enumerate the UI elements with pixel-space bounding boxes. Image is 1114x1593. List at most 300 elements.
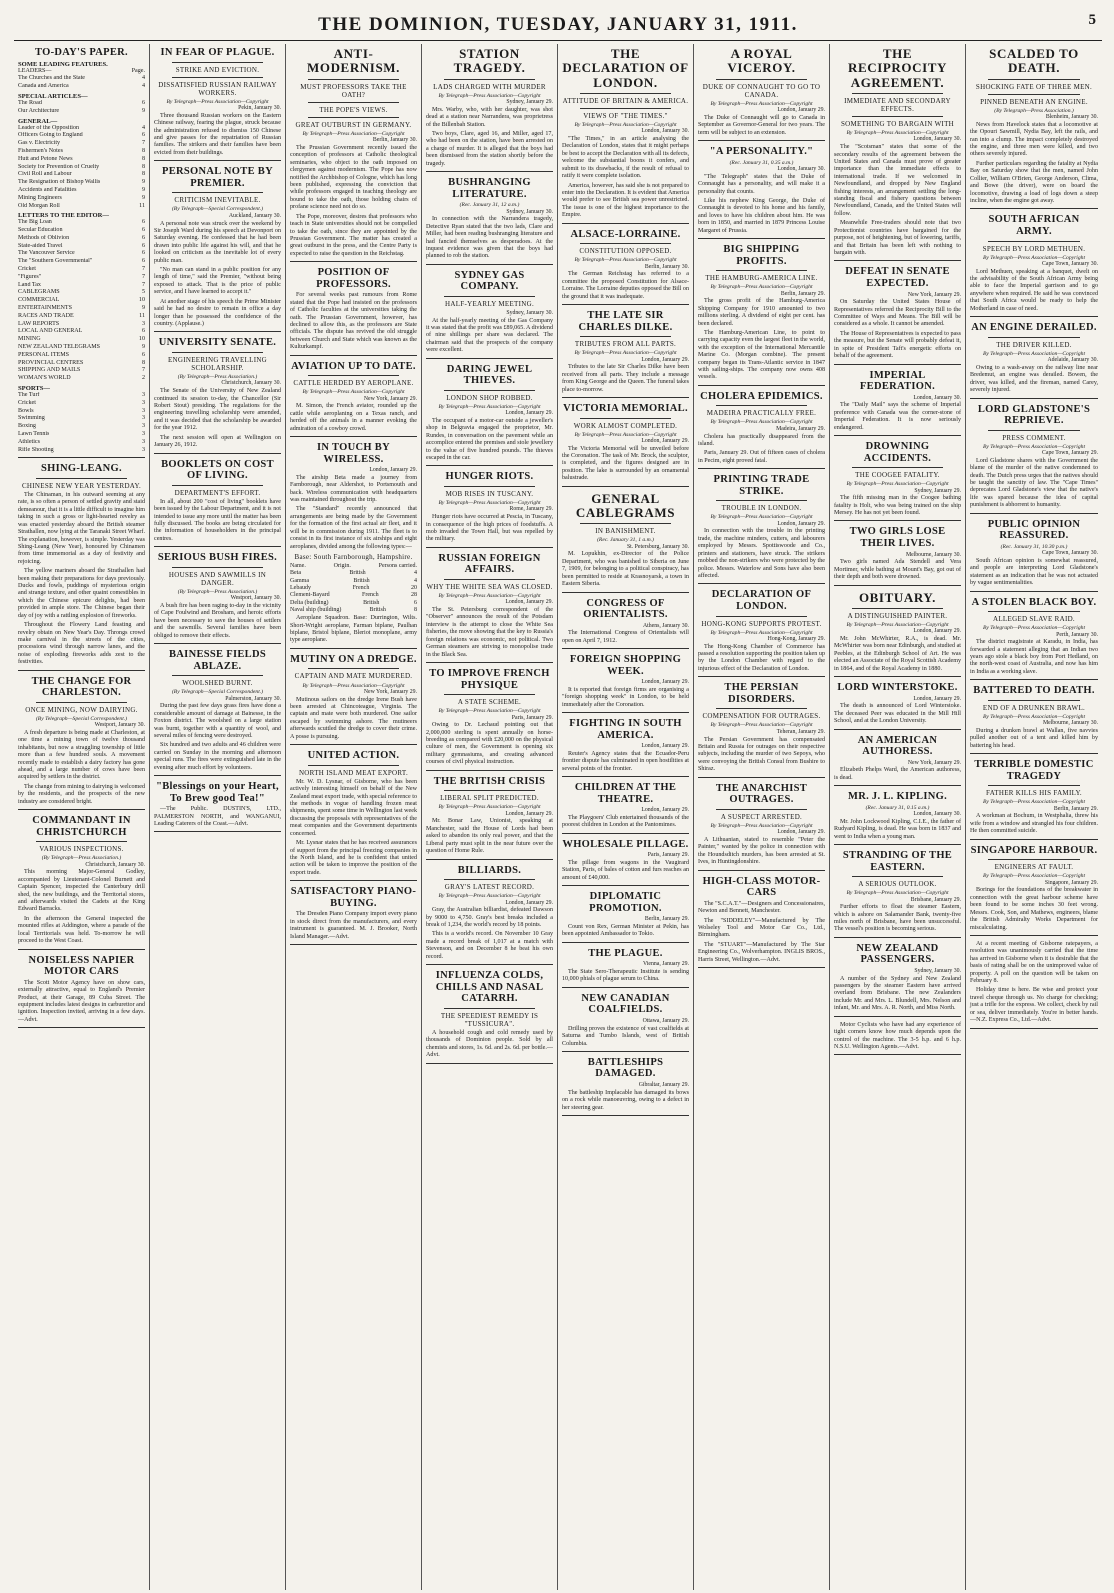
article-paragraph: Six hundred and two adults and 46 children were carried on Sunday in the morning and afternoon special runs. The fires were extinguished late in the evening after much effort by volunteers. <box>154 742 281 771</box>
column-4 <box>422 44 558 1590</box>
toc-title: Hutt and Petone News <box>18 155 73 162</box>
toc-page: 3 <box>141 438 145 445</box>
article-paragraph: At another stage of his speech the Prime Minister said he had no desire to remain in office a day longer than he possessed the confidence of the country. (Applause.) <box>154 298 281 327</box>
article-headline: FOREIGN SHOPPING WEEK. <box>569 654 682 677</box>
toc-row <box>18 274 145 282</box>
article-dateline: Rome, January 29. <box>509 506 553 513</box>
article <box>562 718 689 777</box>
article-credit: (By Telegraph—Special Correspondent.) <box>171 689 264 696</box>
rule-divider <box>716 500 807 501</box>
section-divider <box>698 583 825 584</box>
article-subhead: WHY THE WHITE SEA WAS CLOSED. <box>426 582 553 591</box>
article-headline: BATTLESHIPS DAMAGED. <box>587 1056 664 1080</box>
table-cell: French <box>361 592 379 599</box>
article <box>154 781 281 832</box>
article-subhead: HALF-YEARLY MEETING. <box>444 299 535 308</box>
article <box>290 654 417 745</box>
article-paragraph: The Duke of Connaught will go to Canada in September as Governor-General for two years. The term will be subject to an extension. <box>698 114 825 136</box>
article <box>698 391 825 469</box>
toc-row <box>18 164 145 172</box>
article-headline: MUTINY ON A DREDGE. <box>290 653 417 665</box>
table-row <box>290 607 417 614</box>
article-paragraph: The death is announced of Lord Winterstoke. The deceased Peer was educated in the Mill Hill School, and at the London University. <box>834 703 961 725</box>
article-dateline: Sydney, January 29. <box>506 99 553 106</box>
table-row <box>290 578 417 585</box>
rule-divider <box>580 523 671 524</box>
article-subhead: PRESS COMMENT. <box>1002 433 1066 442</box>
toc-page: 10 <box>138 336 145 343</box>
article-subhead: CHINESE NEW YEAR YESTERDAY. <box>21 481 142 490</box>
article-paragraph: Count von Rex, German Minister at Pekin, has been appointed Ambassador to Tokio. <box>562 924 689 938</box>
section-divider <box>18 809 145 810</box>
rule-divider <box>852 116 943 117</box>
article-dateline: London, January 29. <box>641 743 689 750</box>
toc-page: 3 <box>141 415 145 422</box>
rule-divider <box>444 879 535 880</box>
toc-row <box>18 156 145 164</box>
article-paragraph: America, however, has said she is not prepared to enter into the Declaration. It is evident that America would prefer to see British sea power unrestricted. The issue is one of the highest importance to the Empire. <box>562 182 689 219</box>
article-dateline: Cape Town, January 29. <box>1042 450 1098 457</box>
rule-divider <box>444 390 535 391</box>
article-dateline: Auckland, January 30. <box>228 212 281 219</box>
section-divider <box>562 223 689 224</box>
article-headline: SINGAPORE HARBOUR. <box>970 844 1098 856</box>
article-headline: IN FEAR OF PLAGUE. <box>160 47 275 58</box>
article <box>698 589 825 677</box>
toc-title: LAW REPORTS <box>18 320 60 327</box>
toc-title: The "Southern Governmental" <box>18 258 93 265</box>
toc-heading: GENERAL— <box>18 117 58 125</box>
toc-row <box>18 258 145 266</box>
section-divider <box>698 468 825 469</box>
article-paragraph: Reuter's Agency states that the Ecuador-Peru frontier dispute has culminated in open hostilities at several points of the frontier. <box>562 750 689 772</box>
article-credit: By Telegraph—Press Association—Copyright <box>846 890 949 897</box>
rule-divider <box>172 77 263 78</box>
article-credit: By Telegraph—Press Association—Copyright <box>438 708 541 715</box>
article-headline: HUNGER RIOTS. <box>445 471 534 483</box>
section-divider <box>562 776 689 777</box>
toc-row <box>18 68 145 76</box>
article-dateline: New York, January 29. <box>363 395 417 402</box>
toc-page: 4 <box>141 124 145 131</box>
rule-divider <box>308 117 399 118</box>
section-divider <box>698 870 825 871</box>
article-subhead: IMMEDIATE AND SECONDARY EFFECTS. <box>844 96 951 113</box>
toc-row <box>18 266 145 274</box>
article-headline: TO IMPROVE FRENCH PHYSIQUE <box>429 667 550 691</box>
article <box>562 993 689 1052</box>
article-subhead: A DISTINGUISHED PAINTER. <box>847 611 948 620</box>
toc-row <box>18 392 145 400</box>
article-credit: By Telegraph—Press Association—Copyright <box>438 804 541 811</box>
section-divider <box>834 364 961 365</box>
article-dateline: Singapore, January 29. <box>1044 879 1098 886</box>
article-dateline: Sydney, January 30. <box>914 967 961 974</box>
section-divider <box>18 1027 145 1028</box>
article-dateline: Gibraltar, January 29. <box>638 1082 689 1089</box>
table-cell: 20 <box>410 584 417 591</box>
article-headline: "Blessings on your Heart, To Brew good Tea!" <box>156 781 279 804</box>
toc-title: COMMERCIAL <box>18 297 60 304</box>
rule-divider <box>444 694 535 695</box>
article <box>834 591 961 678</box>
rule-divider <box>308 79 399 80</box>
article-paragraph: The House of Representatives is expected to pass the measure, but the Senate will probably defeat it, in spite of President Taft's energetic efforts on behalf of the agreement. <box>834 330 961 360</box>
article-headline: BATTERED TO DEATH. <box>973 685 1095 697</box>
table-cell: 28 <box>410 592 417 599</box>
article-headline: THE CHANGE FOR CHARLESTON. <box>31 675 132 699</box>
table-cell: Gamma <box>290 577 309 584</box>
section-divider <box>834 1016 961 1017</box>
article-subhead: THE SPEEDIEST REMEDY IS "TUSSICURA". <box>440 1011 539 1028</box>
table-cell: Clement-Bayard <box>290 592 330 599</box>
article-dateline: Adelaide, January 30. <box>1047 357 1098 364</box>
toc-row <box>18 140 145 148</box>
article-paragraph: Three thousand Russian workers on the Eastern Chinese railway, fearing the plague, struck because the administration refused to dismiss 150 Chinese and give passes for the repatriation of Russian families. The strikers and their families have been evicted from their buildings. <box>154 112 281 156</box>
article-subhead: THE COOGEE FATALITY. <box>855 471 940 480</box>
toc-page: 9 <box>141 305 145 312</box>
article-subhead: CAPTAIN AND MATE MURDERED. <box>294 672 413 681</box>
article-dateline: Berlin, January 30. <box>372 137 417 144</box>
article-paragraph: The "STUART"—Manufactured by The Star Engineering Co., Wolverhampton. INGLIS BROS., Harris Street, Wellington.—Advt. <box>698 941 825 963</box>
article-paragraph: The International Congress of Orientalists will open on April 7, 1912. <box>562 630 689 644</box>
article-paragraph: M. Simon, the French aviator, rounded up the cattle while aeroplaning on a Texas ranch, and herded off the animals in a manner evoking the admiration of a cowboy crowd. <box>290 403 417 432</box>
article-paragraph: The "S.C.A.T."—Designers and Concessionaires, Newton and Bennett, Manchester. <box>698 900 825 915</box>
article-dateline: Berlin, January 29. <box>780 290 825 297</box>
section-divider <box>970 753 1098 754</box>
rule-divider <box>988 94 1080 95</box>
rule-divider <box>308 668 399 669</box>
toc-heading: SPECIAL ARTICLES— <box>18 92 88 100</box>
article-headline: CHOLERA EPIDEMICS. <box>700 390 823 402</box>
article-credit: By Telegraph—Press Association—Copyright <box>710 284 813 291</box>
article <box>18 676 145 810</box>
article <box>290 442 417 649</box>
section-divider <box>290 261 417 262</box>
rule-divider <box>988 337 1080 338</box>
table-cell: Beta <box>290 570 301 577</box>
toc-title: CABLEGRAMS <box>18 289 60 296</box>
article <box>970 404 1098 514</box>
toc-title: Officers Going to England <box>18 132 83 139</box>
article-credit: (Rec. January 31, 10.30 p.m.) <box>1000 543 1068 550</box>
toc-page: 7 <box>141 273 145 280</box>
article-headline: BILLIARDS. <box>457 864 522 876</box>
article-paragraph: The next session will open at Wellington on January 26, 1912. <box>154 434 281 449</box>
article-paragraph: Gray, the Australian billiardist, defeated Dawson by 9000 to 4,750. Gray's best breaks included a break of 1,234, the world's record by 18 points. <box>426 907 553 929</box>
article-headline: BUSHRANGING LITERATURE. <box>448 177 531 200</box>
article-dateline: Madeira, January 29. <box>776 425 825 432</box>
article-headline: AVIATION UP TO DATE. <box>291 360 416 372</box>
article-headline: STATION TRAGEDY. <box>453 46 526 76</box>
article-subhead: VARIOUS INSPECTIONS. <box>39 845 124 854</box>
article <box>426 668 553 771</box>
article <box>426 776 553 860</box>
section-divider <box>426 547 553 548</box>
toc-title: Rifle Shooting <box>18 446 54 453</box>
column-1 <box>14 44 150 1590</box>
column-2 <box>150 44 286 1590</box>
toc-row <box>18 375 145 383</box>
article-paragraph: The Chinaman, in his outward seeming at any rate, is so often a person of settled gravity and staid demeanour, that it is a little difficult to imagine him taking in such a gross or light-hearted revelry as was enacted yesterday aboard the British steamer Strathallen, now lying at the Taranaki Street Wharf. The explanation, however, is simple. Yesterday was Shing-Leang (New Year), honoured by Chinamen from time immemorial as a day of festivity and rejoicing. <box>18 492 145 565</box>
toc-title: Gas v. Electricity <box>18 140 61 147</box>
article-dateline: London, January 29. <box>641 679 689 686</box>
article <box>426 471 553 547</box>
article-headline: PUBLIC OPINION REASSURED. <box>987 518 1081 542</box>
article-credit: By Telegraph—Press Association—Copyright <box>438 92 541 99</box>
rule-divider <box>172 675 263 676</box>
article <box>562 229 689 305</box>
article-credit: By Telegraph—Press Association—Copyright <box>710 822 813 829</box>
article <box>290 361 417 437</box>
rule-divider <box>852 876 943 877</box>
article-paragraph: The "SIDDELEY"—Manufactured by The Wolseley Tool and Motor Car Co., Ltd., Birmingham. <box>698 917 825 939</box>
section-divider <box>154 643 281 644</box>
article-dateline: Pekin, January 30. <box>238 105 281 112</box>
article-subhead: DUKE OF CONNAUGHT TO GO TO CANADA. <box>702 82 821 99</box>
toc-page: 9 <box>141 344 145 351</box>
rule-divider <box>444 79 535 80</box>
toc-title: Bowls <box>18 407 34 414</box>
article-headline: SHING-LEANG. <box>41 463 122 475</box>
section-divider <box>970 679 1098 680</box>
toc-page: 6 <box>141 250 145 257</box>
article-subhead: COMPENSATION FOR OUTRAGES. <box>702 712 821 721</box>
table-header-cell: Persons carried. <box>378 563 417 570</box>
toc-page: 7 <box>141 140 145 147</box>
section-divider <box>970 208 1098 209</box>
table-title: Base: South Farnborough, Hampshire. <box>294 552 413 561</box>
toc-page: 4 <box>141 83 145 90</box>
article <box>970 214 1098 317</box>
article <box>562 654 689 713</box>
article-headline: TWO GIRLS LOSE THEIR LIVES. <box>849 526 946 550</box>
article-headline: TO-DAY'S PAPER. <box>35 47 128 58</box>
article-paragraph: The Hamburg-American Line, to point to carrying capacity even the largest fleet in the world, with the exception of the International Mercantile Marine Co. (Morgan combine). The present company began its Trans-Atlantic service in 1847 with sailing-ships. The company now owns 408 vessels. <box>698 329 825 381</box>
article <box>698 876 825 968</box>
table-row <box>290 592 417 599</box>
section-divider <box>562 885 689 886</box>
article-credit: By Telegraph—Press Association—Copyright <box>166 98 269 105</box>
article-credit: By Telegraph—Press Association—Copyright <box>982 254 1086 261</box>
article-dateline: New York, January 29. <box>907 759 961 766</box>
article-credit: (Rec. January 31, 0.35 a.m.) <box>729 159 794 166</box>
article <box>834 441 961 521</box>
article-paragraph: Drilling proves the existence of vast coalfields at Saturna and Tumbo Islands, west of British Columbia. <box>562 1025 689 1047</box>
article <box>834 47 961 261</box>
article-paragraph: Mr. John McWhirter, R.A., is dead. Mr. McWhirter was born near Edinburgh, and studied at Peebles, at the Edinburgh School of Art. He was elected an Associate of the Royal Scottish Academy in 1864, and of the Royal Academy in 1880. <box>834 635 961 672</box>
table-cell: 4 <box>414 570 417 577</box>
section-divider <box>834 520 961 521</box>
toc-page: 6 <box>141 258 145 265</box>
article-paragraph: The Prussian Government recently issued the conception of professors at Catholic theological seminaries, who object to the oath imposed on clergymen against modernism. The Pope has now notified the Archbishop of Cologne, which has long been published, expressing the conviction that while professors engaged in teaching theology are bound to take the oath, those holding chairs of profane science need not do so. <box>290 144 417 211</box>
article-dateline: Ottawa, January 29. <box>642 1018 689 1024</box>
toc-page: 6 <box>141 132 145 139</box>
article-paragraph: This is a world's record. On November 10 Gray made a record break of 1,017 at a match with Stevenson, and on December 8 he beat his own record. <box>426 931 553 960</box>
section-divider <box>698 967 825 968</box>
article <box>970 685 1098 754</box>
article-credit: By Telegraph—Press Association—Copyright <box>982 350 1086 357</box>
article-dateline: Paris, January 29. <box>647 852 689 859</box>
article-subhead: ENGINEERING TRAVELLING SCHOLARSHIP. <box>167 355 268 373</box>
article-subhead: TROUBLE IN LONDON. <box>721 504 802 513</box>
article-subhead: A SUSPECT ARRESTED. <box>720 812 803 821</box>
article-paragraph: Owing to Dr. Lechaud pointing out that 2,000,000 sterling is spent annually on horse-breeding as compared with £20,000 on the physical culture of men, the Government is opening six military gymnasiums, and creating advanced courses of civil physical instruction. <box>426 722 553 766</box>
rule-divider <box>716 79 807 80</box>
article-subhead: CONSTITUTION OPPOSED. <box>579 247 672 256</box>
toc-title: WOMAN'S WORLD <box>18 375 71 382</box>
article-paragraph: The Pope, moreover, desires that professors who teach in State universities should not be compelled to take the oath, since they are appointed by the Prussian Government. The matter has created a great outburst in the press, and the Centre Party is expected to raise the question in the Reichstag. <box>290 213 417 257</box>
section-divider <box>562 486 689 487</box>
table-cell: British <box>349 570 366 577</box>
toc-title: Land Tax <box>18 281 41 288</box>
article-headline: IN TOUCH BY WIRELESS. <box>317 442 390 465</box>
article-credit: By Telegraph—Press Association—Copyright <box>710 419 813 426</box>
article-subhead: MOB RISES IN TUSCANY. <box>445 490 534 498</box>
article-credit: (By Telegraph—Special Correspondent.) <box>35 715 128 722</box>
toc-title: Canada and America <box>18 83 69 90</box>
section-divider <box>562 1051 689 1052</box>
article <box>18 815 145 949</box>
article-headline: SOUTH AFRICAN ARMY. <box>988 214 1080 237</box>
column-7 <box>830 44 966 1590</box>
toc-row <box>18 243 145 251</box>
toc-row <box>18 431 145 439</box>
toc-page: 3 <box>141 320 145 327</box>
rule-divider <box>716 708 807 709</box>
article-paragraph: M. Lopukhin, ex-Director of the Police Department, who was banished to Siberia on June 7, 1909, for belonging to a political conspiracy, has been permitted to reside at Krasnoyarsk, a town in Eastern Siberia. <box>562 551 689 588</box>
article-paragraph: During a drunken brawl at Wallan, five navvies pulled another out of a tent and killed him by battering his head. <box>970 728 1098 749</box>
section-divider <box>290 648 417 649</box>
article-paragraph: Mutinous sailors on the dredge Irene Bush have been arrested at Chincoteague, Virginia. The captain and mate were both murdered. One sailor escaped by swimming ashore. The mutineers afterwards scuttled the dredge to cover their crime. A posse is pursuing. <box>290 696 417 740</box>
rule-divider <box>36 478 127 479</box>
toc-title: LEADERS— <box>18 67 52 74</box>
article <box>154 649 281 776</box>
article-dateline: Hong-Kong, January 29. <box>767 635 825 642</box>
article-credit: By Telegraph—Press Association—Copyright <box>710 514 813 521</box>
rule-divider <box>308 765 399 766</box>
toc-page: 6 <box>141 227 145 234</box>
section-divider <box>834 729 961 730</box>
table-header <box>290 563 417 570</box>
table-cell: Delta (building) <box>290 599 329 606</box>
article-paragraph: "The Times," in an article analysing the Declaration of London, states that it might perhaps be best to accept the Declaration with all its defects, welcome the substantial boons it confers, and submit to its drawbacks, if the result of refusal to ratify it were complete isolation. <box>562 136 689 180</box>
article-dateline: Perth, January 30. <box>1056 631 1098 638</box>
table-cell: French <box>352 584 370 591</box>
article-paragraph: A personal note was struck over the weekend by Sir Joseph Ward during his speech at Devonport on Saturday evening. He confessed that he had been drawn into public life against his will, and that he looked on criticism as the inevitable lot of every public man. <box>154 220 281 264</box>
toc-title: PERSONAL ITEMS <box>18 351 70 358</box>
article-paragraph: Hunger riots have occurred at Pescia, in Tuscany, in consequence of the high prices of foodstuffs. A mob invaded the Town Hall, but was repelled by the military. <box>426 514 553 543</box>
section-divider <box>18 949 145 950</box>
article-dateline: London, January 30. <box>913 811 961 818</box>
toc-row <box>18 336 145 344</box>
section-divider <box>290 436 417 437</box>
toc-title: "Figures" <box>18 273 42 280</box>
table-header-cell: Origin. <box>333 563 351 570</box>
article-headline: THE LATE SIR CHARLES DILKE. <box>578 310 673 333</box>
article <box>970 519 1098 592</box>
rule-divider <box>988 241 1080 242</box>
article-subhead: SOMETHING TO BARGAIN WITH <box>840 119 955 128</box>
toc-row <box>18 75 145 83</box>
toc-page: 8 <box>141 147 145 154</box>
article <box>426 865 553 966</box>
article-headline: ANTI-MODERNISM. <box>306 46 401 76</box>
section-divider <box>970 316 1098 317</box>
article-headline: TERRIBLE DOMESTIC TRAGEDY <box>974 759 1094 782</box>
toc-row <box>18 321 145 329</box>
toc-page: 6 <box>141 351 145 358</box>
article-headline: DARING JEWEL THIEVES. <box>446 363 533 387</box>
article-paragraph: Cholera has practically disappeared from the island. <box>698 433 825 447</box>
toc-title: Civil Roll and Labour <box>18 171 72 178</box>
section-divider <box>698 238 825 239</box>
rule-divider <box>36 702 127 703</box>
section-divider <box>970 935 1098 936</box>
article <box>970 759 1098 839</box>
section-divider <box>18 670 145 671</box>
article-paragraph: At a recent meeting of Gisborne ratepayers, a resolution was unanimously carried that the time has arrived in Gisborne when it is desirable that the basis of rating shall be on the unimproved value of property. A poll on the question will be taken on February 8. <box>970 940 1098 985</box>
toc-page: 2 <box>141 375 145 382</box>
article-credit: By Telegraph—Press Association—Copyright <box>574 350 677 357</box>
section-divider <box>426 859 553 860</box>
section-divider <box>290 944 417 945</box>
toc-page: 6 <box>141 219 145 226</box>
section-divider <box>970 591 1098 592</box>
article-credit: By Telegraph—Press Association—Copyright <box>982 799 1086 806</box>
section-divider <box>290 880 417 881</box>
article-paragraph: Lord Methuen, speaking at a banquet, dwelt on the advisability of the South African Army being able to face the Imperial garrison and to go anywhere when required. He said he was convinced that South Africa would be ready to help the Motherland in case of need. <box>970 268 1098 312</box>
toc-row <box>18 187 145 195</box>
article-subhead: A SERIOUS OUTLOOK. <box>858 880 937 889</box>
article <box>562 492 689 593</box>
article-subhead: WOOLSHED BURNT. <box>182 679 253 688</box>
toc-page: 11 <box>139 312 145 319</box>
toc-title: SHIPPING AND MAILS <box>18 367 81 374</box>
article-paragraph: In all, about 200 "cost of living" booklets have been issued by the Labour Department, and it is not intended to issue any more until the matter has been fully discussed. The books are being circulated for the information of householders in the principal centres. <box>154 498 281 542</box>
article <box>698 244 825 386</box>
toc-page: 8 <box>141 359 145 366</box>
rule-divider <box>444 579 535 580</box>
section-divider <box>154 831 281 832</box>
toc-title: Athletics <box>18 438 41 445</box>
toc-title: MINING <box>18 336 41 343</box>
toc-page: 9 <box>141 194 145 201</box>
toc-row <box>18 219 145 227</box>
section-divider <box>426 358 553 359</box>
section-divider <box>834 585 961 586</box>
article-paragraph: Two boys, Clare, aged 16, and Miller, aged 17, who had been on the station, have been arrested on a charge of murder. It is alleged that the boys had been dismissed from the station shortly before the tragedy. <box>426 130 553 167</box>
article-paragraph: The yellow mariners aboard the Strathallen had been making their preparations for days previously. Ducks and fowls, puddings of mysterious origin and strange texture, and other quaint comestibles in which the Chinese epicure delights, had been provided in ample store. The Chinese began their day of joy with a rattling explosion of fireworks. <box>18 568 145 619</box>
masthead-title: THE DOMINION, TUESDAY, JANUARY 31, 1911. <box>318 14 798 35</box>
article <box>154 459 281 548</box>
rule-divider <box>988 611 1080 612</box>
article-subhead: WORK ALMOST COMPLETED. <box>573 421 678 430</box>
article-headline: THE PLAGUE. <box>588 947 663 959</box>
article-headline: FIGHTING IN SOUTH AMERICA. <box>569 718 682 741</box>
article-paragraph: The district magistrate at Karadu, in India, has forwarded a statement alleging that an Indian two years ago stole a black boy from Port Hedland, on the north-west coast of Australia, and now has him in India as a working slave. <box>970 639 1098 675</box>
toc-page: 3 <box>141 446 145 453</box>
rule-divider <box>580 93 671 94</box>
toc-title: The Vancouver Service <box>18 250 75 257</box>
article-dateline: Brisbane, January 29. <box>910 896 961 903</box>
article <box>562 1057 689 1116</box>
rule-divider <box>444 296 535 297</box>
article <box>834 266 961 364</box>
toc-row <box>18 423 145 431</box>
article <box>426 364 553 467</box>
section-divider <box>834 937 961 938</box>
